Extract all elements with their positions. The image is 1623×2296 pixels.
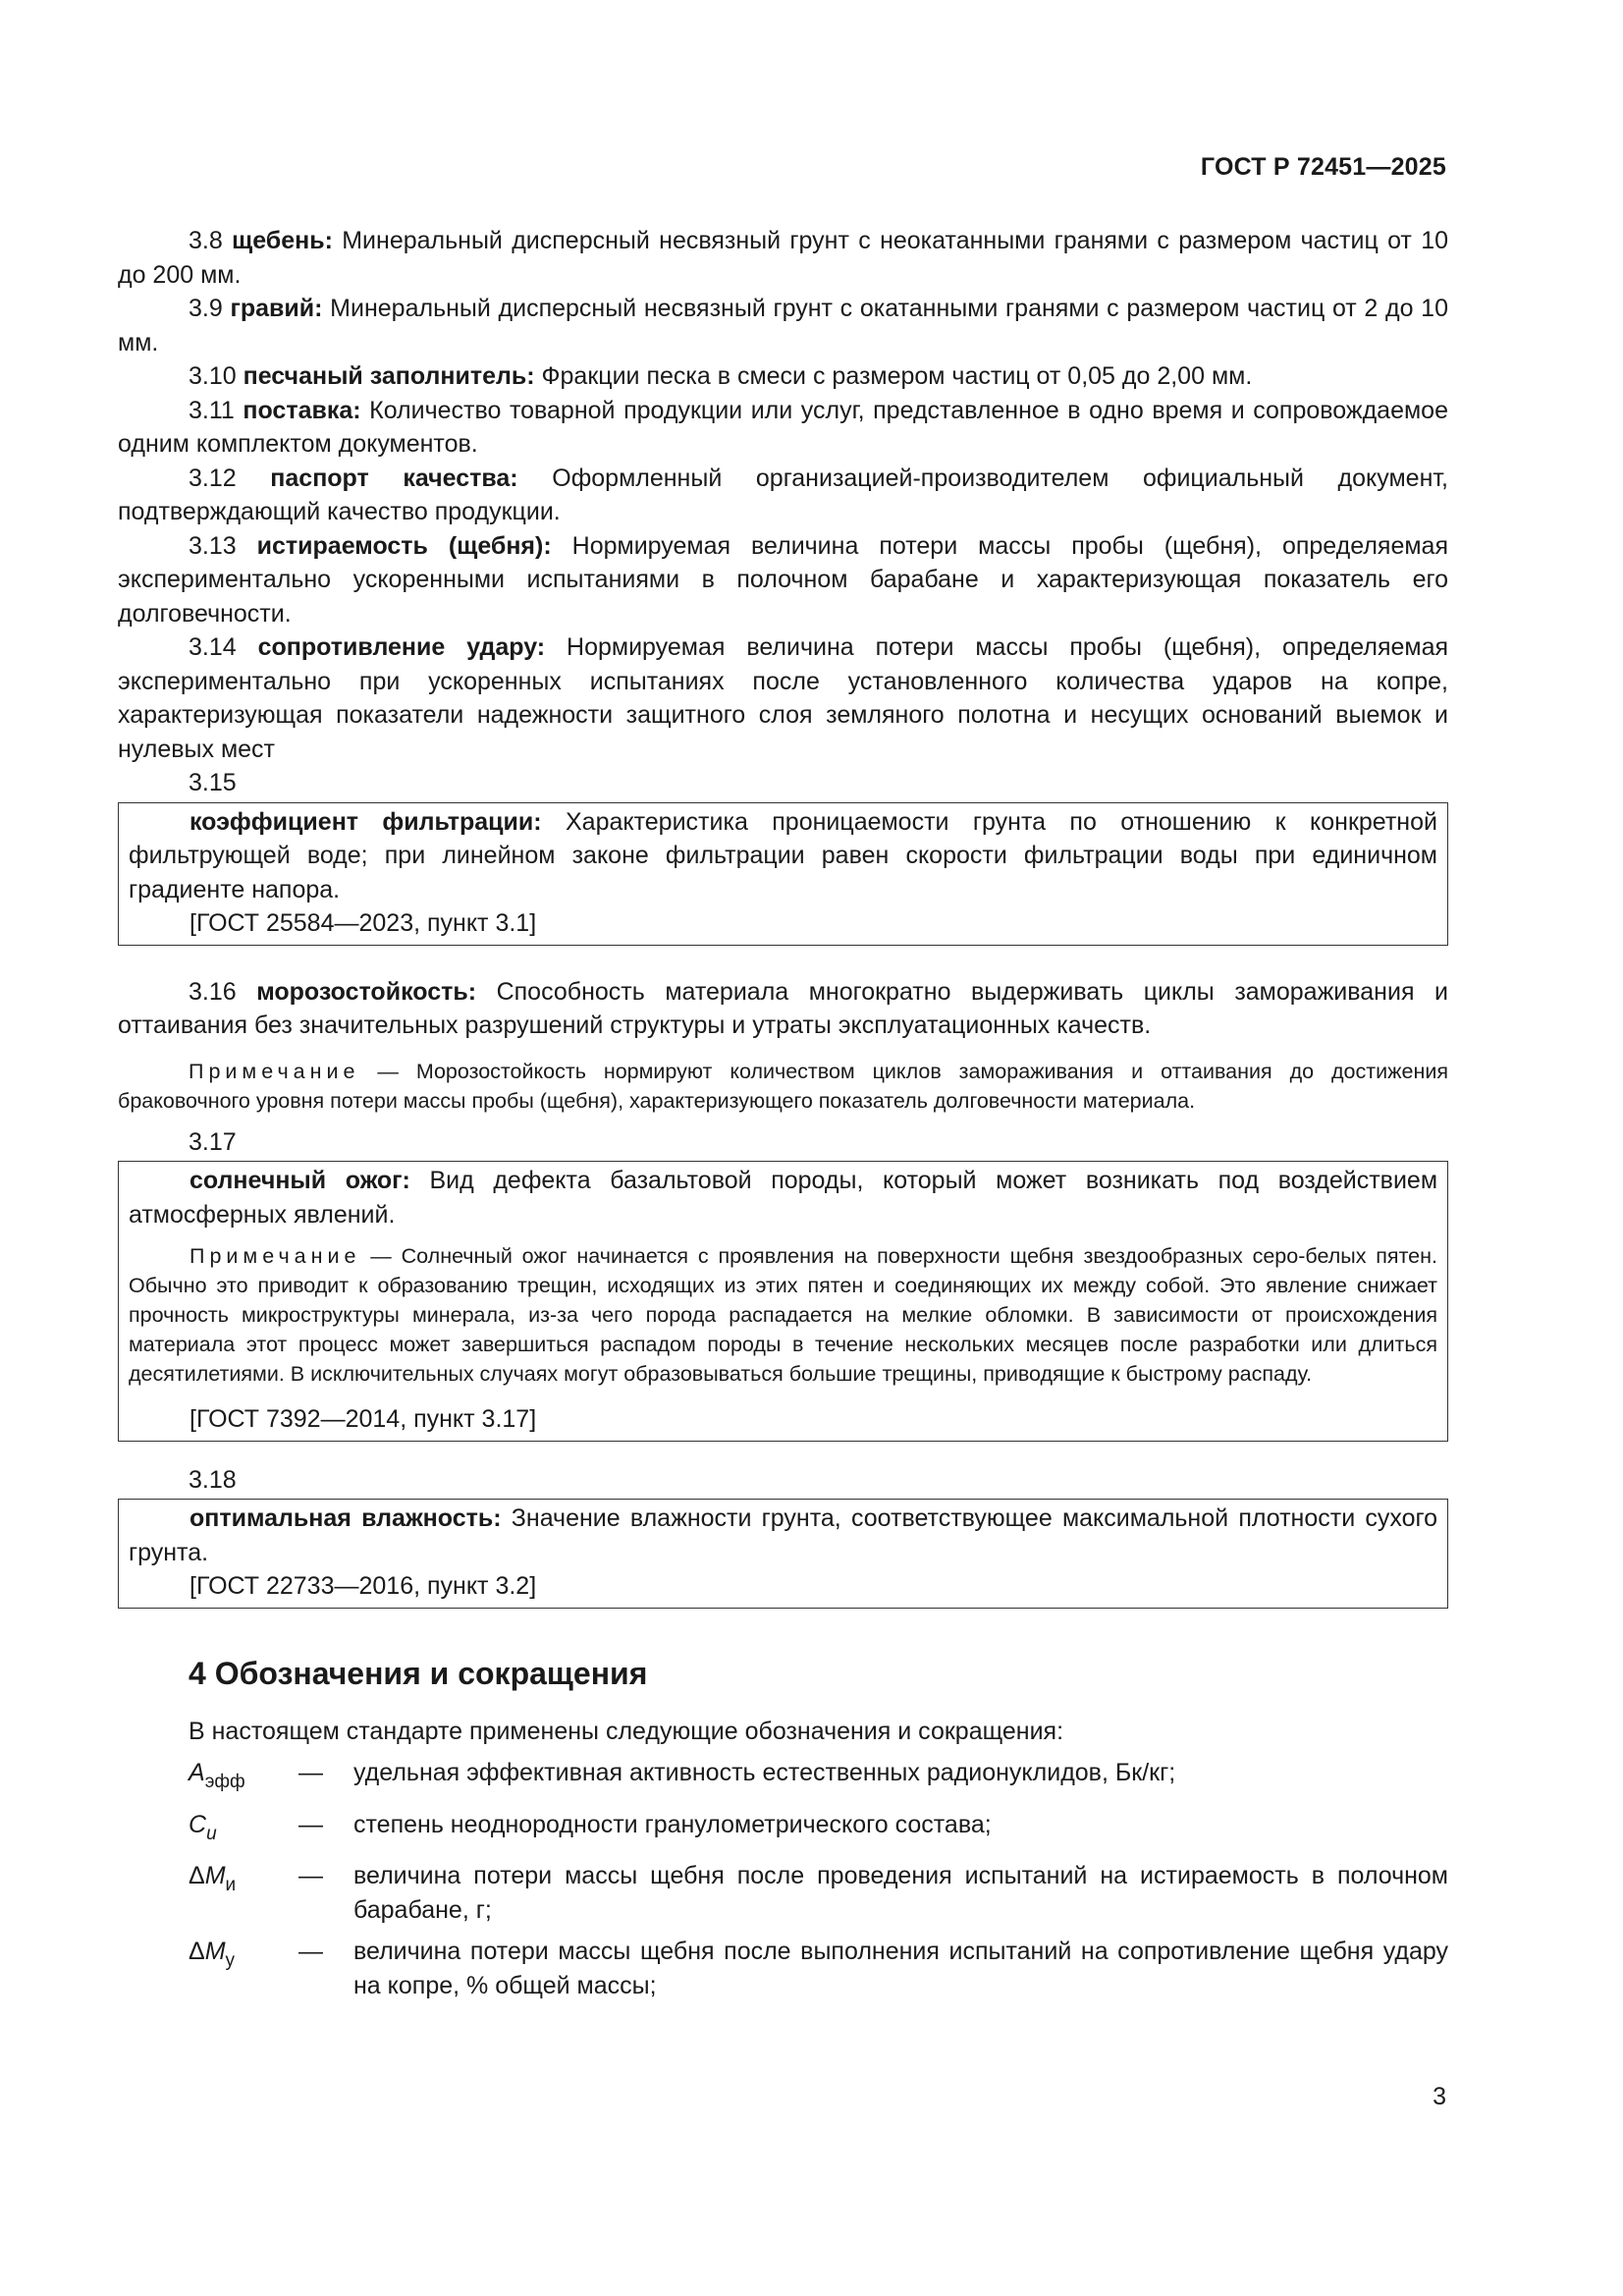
term-3-15-number: 3.15 bbox=[189, 769, 237, 796]
symbol-row: $C_u$ — степень неоднородности гранулометрического состава; bbox=[118, 1808, 1448, 1852]
symbol: $\Delta M_у$ bbox=[189, 1938, 236, 1971]
term-box-3-18 bbox=[118, 1499, 1448, 1609]
term-3-8: 3.8 щебень: Минеральный дисперсный несвязный грунт с неокатанными гранями с размером частиц от 10 до 200 мм. bbox=[118, 227, 1449, 289]
symbol-definition: удельная эффективная активность естественных радионуклидов, Бк/кг; bbox=[353, 1759, 1176, 1786]
symbol: $C_u$ bbox=[189, 1810, 217, 1844]
term-3-18-number: 3.18 bbox=[189, 1465, 237, 1494]
symbol: $A_{эфф}$ bbox=[189, 1759, 245, 1792]
symbol-definition: величина потери массы щебня после проведения испытаний на истираемость в полочном барабане, г; bbox=[353, 1862, 1448, 1924]
document-header: ГОСТ Р 72451—2025 bbox=[1200, 153, 1446, 181]
source-reference: [ГОСТ 22733—2016, пункт 3.2] bbox=[189, 1572, 537, 1600]
term-3-9: 3.9 гравий: Минеральный дисперсный несвязный грунт с окатанными гранями с размером частиц от 2 до 10 мм. bbox=[118, 295, 1448, 356]
symbol-row: $\Delta M_у$ — величина потери массы щебня после выполнения испытаний на сопротивление щебня удару на копре, % общей массы; bbox=[118, 1935, 1448, 2002]
section-intro: В настоящем стандарте применены следующие обозначения и сокращения: bbox=[189, 1717, 1064, 1745]
term-3-11: 3.11 поставка: Количество товарной продукции или услуг, представленное в одно время и сопровождаемое одним комплектом документов. bbox=[118, 396, 1448, 458]
symbol-row: $A_{эфф}$ — удельная эффективная активность естественных радионуклидов, Бк/кг; bbox=[118, 1756, 1448, 1800]
term-3-13: 3.13 истираемость (щебня): Нормируемая величина потери массы пробы (щебня), определяемая экспериментально ускоренными испытаниями в полочном барабане и характеризующая показатель его долговечности. bbox=[118, 531, 1448, 628]
source-reference: [ГОСТ 7392—2014, пункт 3.17] bbox=[189, 1405, 537, 1433]
term-box-3-17 bbox=[118, 1161, 1448, 1442]
term-3-17: солнечный ожог: Вид дефекта базальтовой породы, который может возникать под воздействием атмосферных явлений. bbox=[129, 1167, 1438, 1229]
term-box-3-15 bbox=[118, 802, 1448, 946]
term-3-18: оптимальная влажность: Значение влажности грунта, соответствующее максимальной плотности сухого грунта. bbox=[129, 1504, 1437, 1566]
section-heading: 4 Обозначения и сокращения bbox=[189, 1655, 648, 1691]
term-3-16: 3.16 морозостойкость: Способность материала многократно выдерживать циклы замораживания и оттаивания без значительных разрушений структуры и утраты эксплуатационных качеств. bbox=[118, 977, 1448, 1039]
note-3-17: Примечание — Солнечный ожог начинается с проявления на поверхности щебня звездообразных серо-белых пятен. Обычно это приводит к образованию трещин, исходящих из этих пятен и соединяющих их между собой. Это явление снижает прочность микроструктуры минерала, из-за чего порода распадается на мелкие обломки. В зависимости от происхождения материала этот процесс может завершиться распадом породы в течение нескольких месяцев после разработки или длиться десятилетиями. В исключительных случаях могут образовываться большие трещины, приводящие к быстрому распаду. bbox=[129, 1244, 1437, 1386]
symbol-row: $\Delta M_и$ — величина потери массы щебня после проведения испытаний на истираемость в полочном барабане, г; bbox=[118, 1859, 1448, 1927]
term-3-10: 3.10 песчаный заполнитель: Фракции песка в смеси с размером частиц от 0,05 до 2,00 мм. bbox=[189, 362, 1253, 390]
symbol-definition: степень неоднородности гранулометрического состава; bbox=[353, 1810, 992, 1838]
document-body bbox=[118, 224, 1448, 2010]
page-number: 3 bbox=[1433, 2083, 1446, 2110]
term-3-14: 3.14 сопротивление удару: Нормируемая величина потери массы пробы (щебня), определяемая экспериментально при ускоренных испытаниях после установленного количества ударов на копре, характеризующая показатели надежности защитного слоя земляного полотна и несущих оснований выемок и нулевых мест bbox=[118, 633, 1449, 763]
term-3-17-number: 3.17 bbox=[189, 1127, 237, 1156]
source-reference: [ГОСТ 25584—2023, пункт 3.1] bbox=[189, 909, 537, 937]
symbol-definition: величина потери массы щебня после выполнения испытаний на сопротивление щебня удару на копре, % общей массы; bbox=[353, 1938, 1448, 1999]
term-3-12: 3.12 паспорт качества: Оформленный организацией-производителем официальный документ, подтверждающий качество продукции. bbox=[118, 464, 1449, 525]
term-3-15: коэффициент фильтрации: Характеристика проницаемости грунта по отношению к конкретной фильтрующей воде; при линейном законе фильтрации равен скорости фильтрации воды при единичном градиенте напора. bbox=[129, 807, 1437, 903]
symbol: $\Delta M_и$ bbox=[189, 1862, 237, 1895]
note-3-16: Примечание — Морозостойкость нормируют количеством циклов замораживания и оттаивания до достижения браковочного уровня потери массы пробы (щебня), характеризующего показатель долговечности материала. bbox=[118, 1059, 1448, 1113]
